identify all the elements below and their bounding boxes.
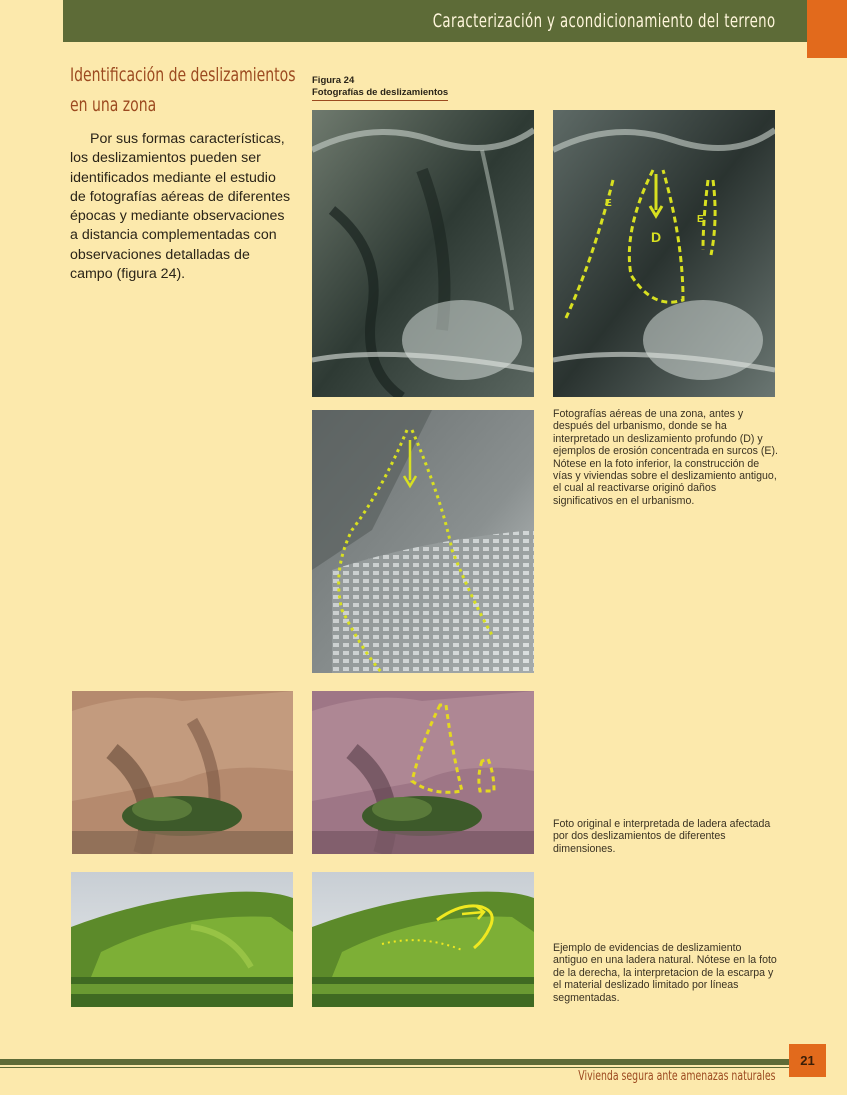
figure-label (312, 75, 448, 101)
header-accent (807, 0, 847, 58)
label-e-right: E (697, 214, 704, 225)
label-d: D (651, 229, 662, 245)
aerial-photo-interpreted (553, 110, 775, 397)
label-e-left: E (605, 198, 612, 209)
figure-number: Figura 24 (312, 75, 355, 86)
caption-slope: Foto original e interpretada de ladera afectada por dos deslizamientos de diferentes dimensiones. (553, 818, 771, 855)
aerial-photo-urbanized (312, 410, 534, 673)
footer-publication-title: Vivienda segura ante amenazas naturales (577, 1069, 775, 1084)
hillside-photo-original (71, 872, 293, 1007)
footer-line (0, 1059, 790, 1065)
body-paragraph: Por sus formas características, los deslizamientos pueden ser identificados mediante el estudio de fotografías aéreas de diferentes épocas y mediante observaciones a distancia complementadas con observaciones detalladas de campo (figura 24). (70, 131, 291, 283)
header-bar (63, 0, 830, 42)
caption-aerial: Fotografías aéreas de una zona, antes y después del urbanismo, donde se ha interpretado un deslizamiento profundo (D) y ejemplos de erosión concentrada en surcos (E). Nótese en la foto inferior, la construcción de vías y viviendas sobre el deslizamiento antiguo, el cual al reactivarse originó daños significativos en el urbanismo. (553, 408, 778, 507)
header-title: Caracterización y acondicionamiento del terreno (433, 10, 776, 32)
page-number: 21 (789, 1044, 826, 1077)
hillside-photo-interpreted (312, 872, 534, 1007)
aerial-photo-before (312, 110, 534, 397)
body-text (70, 130, 294, 284)
footer-line-thin (0, 1067, 790, 1068)
caption-natural: Ejemplo de evidencias de deslizamiento antiguo en una ladera natural. Nótese en la foto de la derecha, la interpretacion de la escarpa y el material deslizado limitado por líneas segmentadas. (553, 942, 777, 1004)
slope-photo-interpreted (312, 691, 534, 854)
figure-title: Fotografías de deslizamientos (312, 87, 448, 101)
section-title: Identificación de deslizamientos en una zona (70, 64, 296, 116)
slope-photo-original (72, 691, 293, 854)
